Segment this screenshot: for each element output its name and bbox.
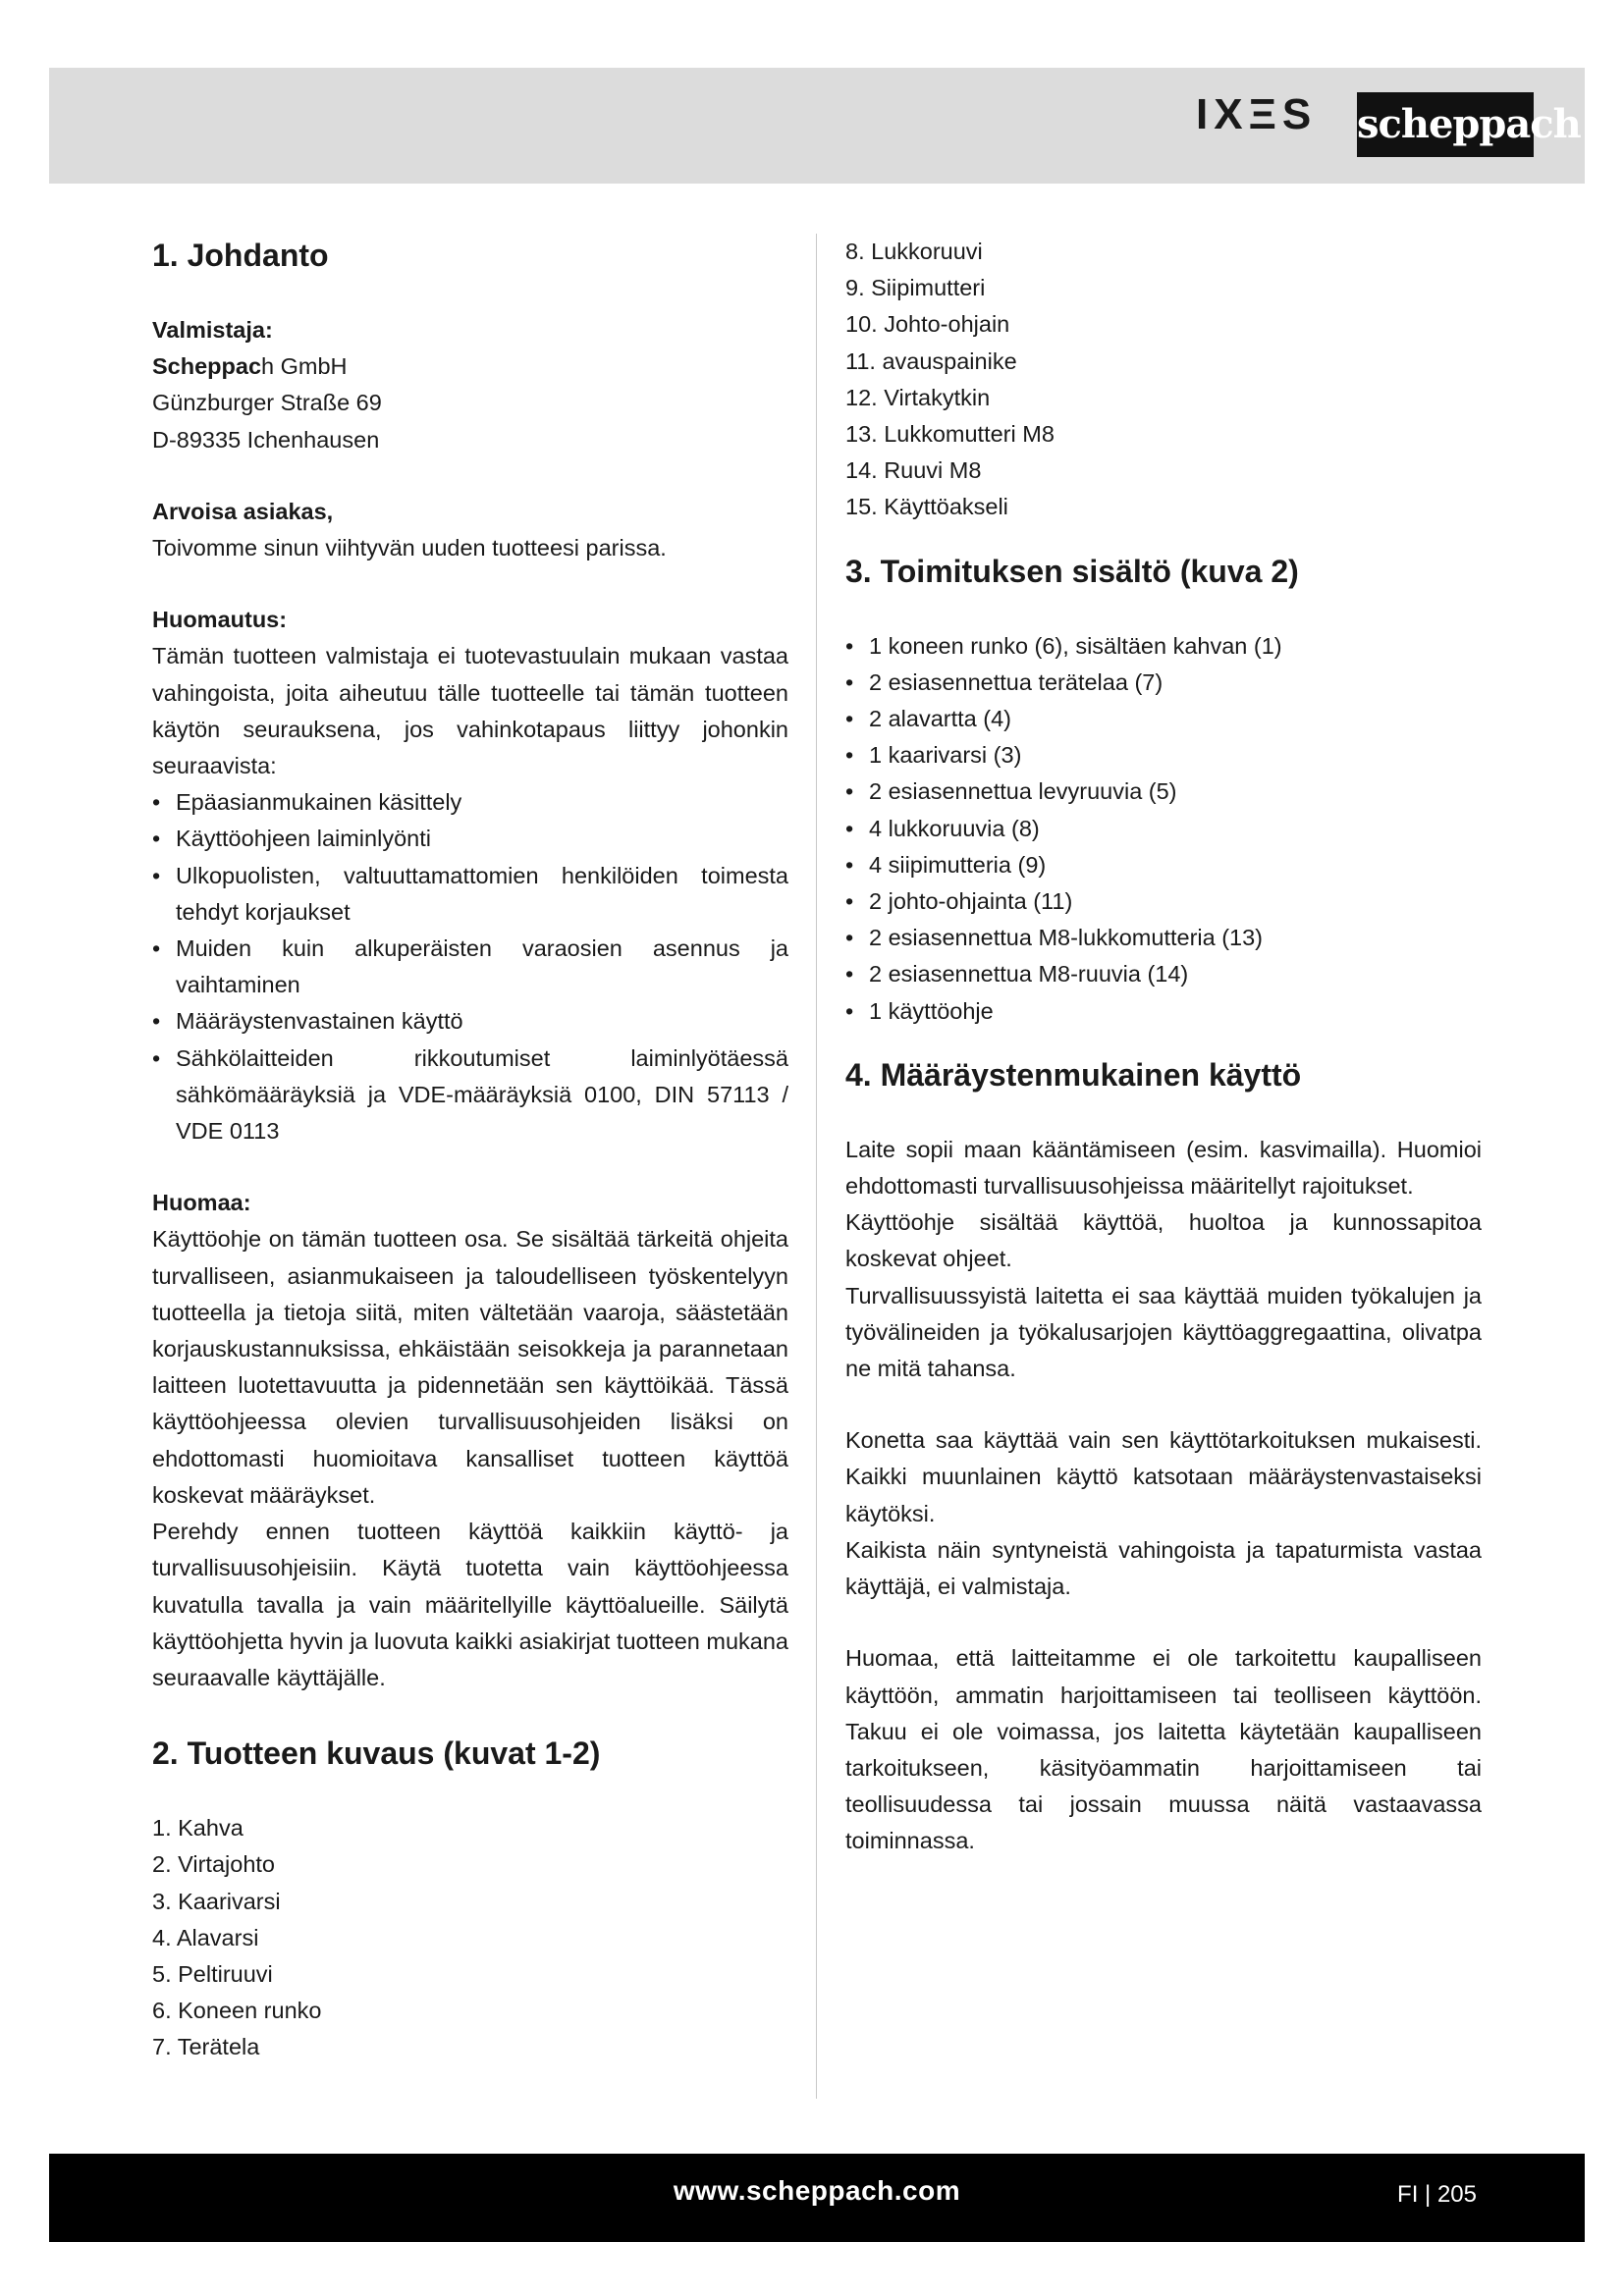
list-item: 11. avauspainike [845, 347, 1017, 374]
usage-paragraph: Konetta saa käyttää vain sen käyttötarkoituksen mukaisesti. Kaikki muunlainen käyttö katsotaan määräystenvastaiseksi käytöksi. [845, 1427, 1482, 1526]
manufacturer-name-rest: h GmbH [261, 353, 348, 380]
list-item: • 1 käyttöohje [845, 993, 1482, 1030]
list-item: 7. Terätela [152, 2034, 260, 2060]
delivery-list [845, 628, 1482, 1030]
address-city: D-89335 Ichenhausen [152, 426, 380, 453]
list-item: • Sähkölaitteiden rikkoutumiset laiminlyötäessä sähkömääräyksiä ja VDE-määräyksiä 0100, DIN 57113 / VDE 0113 [152, 1041, 788, 1150]
usage-paragraph: Huomaa, että laitteitamme ei ole tarkoitettu kaupalliseen käyttöön, ammatin harjoittamiseen tai teolliseen käyttöön. Takuu ei ole voimassa, jos laitetta käytetään kaupalliseen tarkoitukseen, käsityöammatin harjoittamiseen tai teollisuudessa tai jossain muussa näitä vastaavassa toiminnassa. [845, 1645, 1482, 1854]
list-item: 14. Ruuvi M8 [845, 457, 982, 484]
note-label: Huomautus: [152, 607, 288, 633]
section-heading-delivery: 3. Toimituksen sisältö (kuva 2) [845, 553, 1299, 589]
list-item: • 4 lukkoruuvia (8) [845, 811, 1482, 847]
list-item: 6. Koneen runko [152, 1998, 322, 2024]
ixes-logo: IXΞS [1196, 90, 1318, 138]
list-item: 8. Lukkoruuvi [845, 239, 983, 264]
manufacturer-label: Valmistaja: [152, 317, 273, 343]
list-item: 10. Johto-ohjain [845, 311, 1010, 338]
list-item: • Muiden kuin alkuperäisten varaosien asennus ja vaihtaminen [152, 931, 788, 1003]
list-item: • 2 esiasennettua terätelaa (7) [845, 665, 1482, 701]
list-item: • Epäasianmukainen käsittely [152, 784, 788, 821]
section-heading-usage: 4. Määräystenmukainen käyttö [845, 1056, 1302, 1093]
note-text: Tämän tuotteen valmistaja ei tuotevastuulain mukaan vastaa vahingoista, joita aiheutuu tälle tuotteelle tai tämän tuotteen käytön seurauksena, jos vahinkotapaus liittyy johonkin seuraavista: [152, 643, 788, 779]
list-item: 15. Käyttöakseli [845, 494, 1008, 520]
page-number: FI | 205 [1397, 2181, 1477, 2208]
section-heading-intro: 1. Johdanto [152, 238, 329, 273]
list-item: • 2 esiasennettua M8-lukkomutteria (13) [845, 920, 1482, 956]
list-item: • 2 johto-ohjainta (11) [845, 883, 1482, 920]
list-item: • Määräystenvastainen käyttö [152, 1003, 788, 1040]
list-item: • 2 esiasennettua M8-ruuvia (14) [845, 956, 1482, 992]
list-item: • Ulkopuolisten, valtuuttamattomien henkilöiden toimesta tehdyt korjaukset [152, 858, 788, 931]
parts-list-continued [845, 234, 1482, 526]
list-item: 12. Virtakytkin [845, 384, 991, 410]
manufacturer-name-bold: Scheppac [152, 353, 262, 380]
list-item: • 2 esiasennettua levyruuvia (5) [845, 774, 1482, 810]
customer-text: Toivomme sinun viihtyvän uuden tuotteesi parissa. [152, 535, 667, 561]
website-link[interactable]: www.scheppach.com [673, 2175, 961, 2206]
header-bar [49, 68, 1585, 184]
customer-label: Arvoisa asiakas, [152, 498, 334, 524]
note-list [152, 784, 788, 1149]
usage-paragraph: Kaikista näin syntyneistä vahingoista ja tapaturmista vastaa käyttäjä, ei valmistaja. [845, 1536, 1482, 1600]
usage-paragraph: Käyttöohje sisältää käyttöä, huoltoa ja kunnossapitoa koskevat ohjeet. [845, 1209, 1482, 1272]
list-item: 2. Virtajohto [152, 1851, 275, 1878]
list-item: 9. Siipimutteri [845, 275, 986, 301]
section-heading-description: 2. Tuotteen kuvaus (kuvat 1-2) [152, 1735, 601, 1772]
list-item: 3. Kaarivarsi [152, 1888, 281, 1914]
scheppach-logo: scheppach [1357, 92, 1534, 157]
list-item: • 4 siipimutteria (9) [845, 847, 1482, 883]
list-item: • 1 kaarivarsi (3) [845, 737, 1482, 774]
list-item: 1. Kahva [152, 1815, 244, 1842]
list-item: • Käyttöohjeen laiminlyönti [152, 821, 788, 857]
right-column [845, 234, 1482, 1860]
footer-bar [49, 2154, 1585, 2242]
usage-paragraph: Turvallisuussyistä laitetta ei saa käyttää muiden työkalujen ja työvälineiden ja työkalusarjojen käyttöaggregaattina, olivatpa ne mitä tahansa. [845, 1282, 1482, 1382]
attention-text-1: Käyttöohje on tämän tuotteen osa. Se sisältää tärkeitä ohjeita turvalliseen, asianmukaiseen ja taloudelliseen työskentelyyn tuotteella ja tietoja siitä, miten vältetään vaaroja, säästetään korjauskustannuksissa, ehkäistään seisokkeja ja parannetaan laitteen luotettavuutta ja pidennetään sen käyttöikää. Tässä käyttöohjeessa olevien turvallisuusohjeiden lisäksi on ehdottomasti huomioitava kansalliset tuotteen käyttöä koskevat määräykset. [152, 1226, 788, 1508]
list-item: • 2 alavartta (4) [845, 701, 1482, 737]
column-divider [816, 234, 817, 2099]
manufacturer-name [152, 348, 788, 385]
list-item: 13. Lukkomutteri M8 [845, 421, 1055, 448]
usage-paragraph: Laite sopii maan kääntämiseen (esim. kasvimailla). Huomioi ehdottomasti turvallisuusohjeissa määritellyt rajoitukset. [845, 1136, 1482, 1200]
attention-label: Huomaa: [152, 1190, 251, 1216]
attention-text-2: Perehdy ennen tuotteen käyttöä kaikkiin käyttö- ja turvallisuusohjeisiin. Käytä tuotetta vain käyttöohjeessa kuvatulla tavalla ja vain määritellyille käyttöalueille. Säilytä käyttöohjetta hyvin ja luovuta kaikki asiakirjat tuotteen mukana seuraavalle käyttäjälle. [152, 1519, 788, 1690]
list-item: 5. Peltiruuvi [152, 1960, 273, 1987]
list-item: • 1 koneen runko (6), sisältäen kahvan (1) [845, 628, 1482, 665]
list-item: 4. Alavarsi [152, 1924, 259, 1950]
parts-list [152, 1810, 788, 2065]
address-street: Günzburger Straße 69 [152, 390, 382, 416]
left-column [152, 234, 788, 2066]
